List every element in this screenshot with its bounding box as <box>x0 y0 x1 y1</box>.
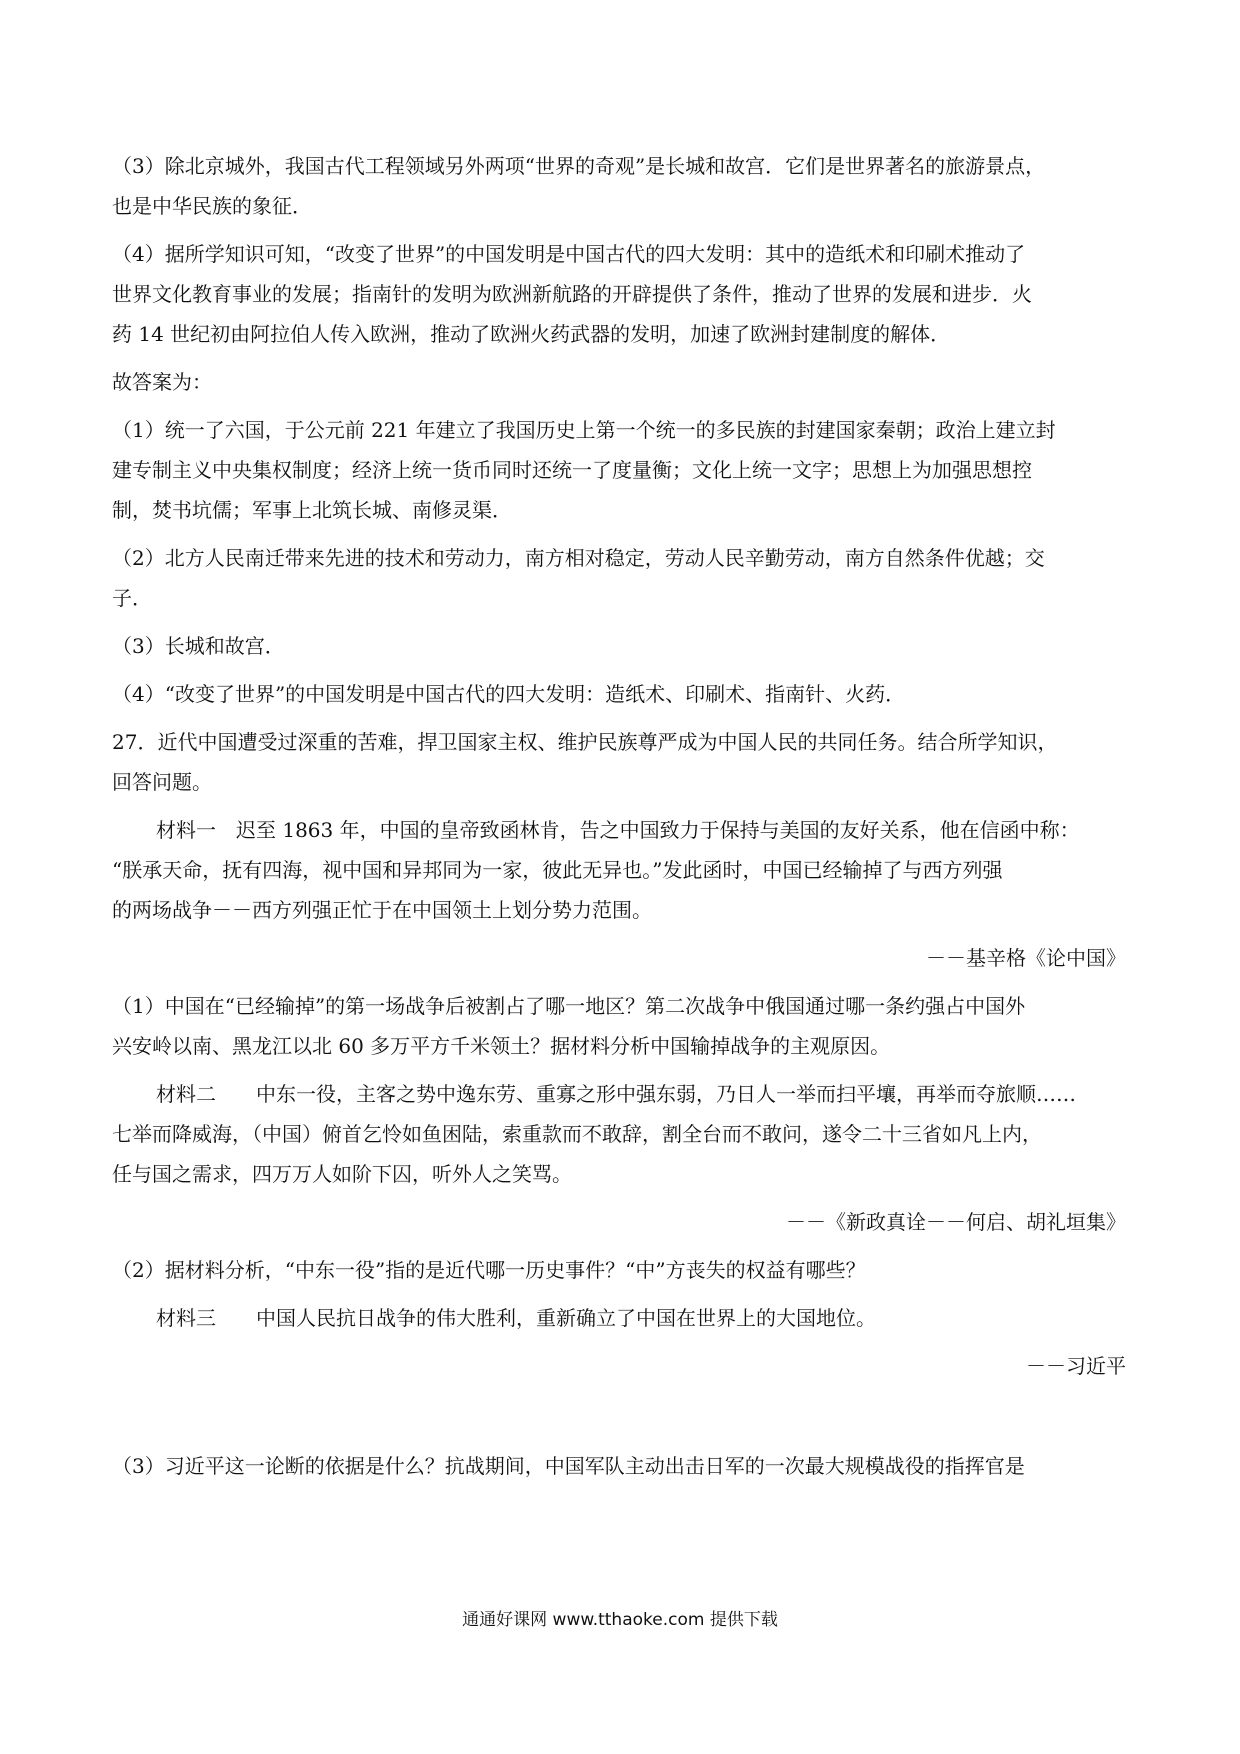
text-line: （3）习近平这一论断的依据是什么？抗战期间，中国军队主动出击日军的一次最大规模战役的指挥官是 <box>112 1454 1025 1478</box>
answer-4 <box>112 674 1130 714</box>
answer-2 <box>112 538 1130 618</box>
answer-heading <box>112 362 1130 402</box>
text-line: －－习近平 <box>1026 1354 1126 1378</box>
text-line: 回答问题。 <box>112 770 212 794</box>
explanation-4 <box>112 234 1130 354</box>
text-line: （2）北方人民南迁带来先进的技术和劳动力，南方相对稳定，劳动人民辛勤劳动，南方自然条件优越；交 <box>112 546 1045 570</box>
spacer <box>112 1394 1130 1446</box>
document-body <box>112 146 1130 1494</box>
question-27 <box>112 722 1130 802</box>
text-line: 材料二 中东一役，主客之势中逸东劳、重寡之形中强东弱，乃日人一举而扫平壤，再举而夺旅顺…… <box>156 1082 1076 1106</box>
material-1 <box>112 810 1130 930</box>
material-3-source <box>112 1346 1130 1386</box>
text-line: 材料三 中国人民抗日战争的伟大胜利，重新确立了中国在世界上的大国地位。 <box>156 1306 876 1330</box>
text-line: 故答案为： <box>112 370 212 394</box>
text-line: 兴安岭以南、黑龙江以北 60 多万平方千米领土？据材料分析中国输掉战争的主观原因。 <box>112 1034 891 1058</box>
text-line: 的两场战争－－西方列强正忙于在中国领土上划分势力范围。 <box>112 898 652 922</box>
text-line: （3）除北京城外，我国古代工程领域另外两项“世界的奇观”是长城和故宫．它们是世界著名的旅游景点， <box>112 154 1046 178</box>
text-line: （3）长城和故宫． <box>112 634 285 658</box>
text-line: （1）统一了六国，于公元前 221 年建立了我国历史上第一个统一的多民族的封建国家秦朝；政治上建立封 <box>112 418 1056 442</box>
answer-3 <box>112 626 1130 666</box>
text-line: 材料一 迟至 1863 年，中国的皇帝致函林肯，告之中国致力于保持与美国的友好关系，他在信函中称： <box>156 818 1080 842</box>
text-line: （2）据材料分析，“中东一役”指的是近代哪一历史事件？“中”方丧失的权益有哪些？ <box>112 1258 866 1282</box>
sub-question-3 <box>112 1446 1130 1486</box>
material-2 <box>112 1074 1130 1194</box>
text-line: 七举而降威海，（中国）俯首乞怜如鱼困陆，索重款而不敢辞，割全台而不敢问，遂令二十三省如凡上内， <box>112 1122 1042 1146</box>
text-line: 任与国之需求，四万万人如阶下囚，听外人之笑骂。 <box>112 1162 572 1186</box>
material-2-source <box>112 1202 1130 1242</box>
text-line: 世界文化教育事业的发展；指南针的发明为欧洲新航路的开辟提供了条件，推动了世界的发展和进步．火 <box>112 282 1032 306</box>
text-line: 子． <box>112 586 152 610</box>
text-line: （4）“改变了世界”的中国发明是中国古代的四大发明：造纸术、印刷术、指南针、火药． <box>112 682 906 706</box>
text-line: 药 14 世纪初由阿拉伯人传入欧洲，推动了欧洲火药武器的发明，加速了欧洲封建制度的解体． <box>112 322 951 346</box>
text-line: －－《新政真诠－－何启、胡礼垣集》 <box>786 1210 1126 1234</box>
text-line: －－基辛格《论中国》 <box>926 946 1126 970</box>
text-line: 27．近代中国遭受过深重的苦难，捍卫国家主权、维护民族尊严成为中国人民的共同任务。结合所学知识， <box>112 730 1058 754</box>
text-line: 制，焚书坑儒；军事上北筑长城、南修灵渠． <box>112 498 512 522</box>
page-footer: 通通好课网 www.tthaoke.com 提供下载 <box>462 1610 778 1630</box>
answer-1 <box>112 410 1130 530</box>
material-3 <box>112 1298 1130 1338</box>
text-line: 建专制主义中央集权制度；经济上统一货币同时还统一了度量衡；文化上统一文字；思想上为加强思想控 <box>112 458 1032 482</box>
text-line: “朕承天命，抚有四海，视中国和异邦同为一家，彼此无异也。”发此函时，中国已经输掉了与西方列强 <box>112 858 1003 882</box>
text-line: 也是中华民族的象征． <box>112 194 312 218</box>
text-line: （4）据所学知识可知，“改变了世界”的中国发明是中国古代的四大发明：其中的造纸术和印刷术推动了 <box>112 242 1026 266</box>
text-line: （1）中国在“已经输掉”的第一场战争后被割占了哪一地区？第二次战争中俄国通过哪一条约强占中国外 <box>112 994 1026 1018</box>
explanation-3 <box>112 146 1130 226</box>
material-1-source <box>112 938 1130 978</box>
sub-question-2 <box>112 1250 1130 1290</box>
sub-question-1 <box>112 986 1130 1066</box>
